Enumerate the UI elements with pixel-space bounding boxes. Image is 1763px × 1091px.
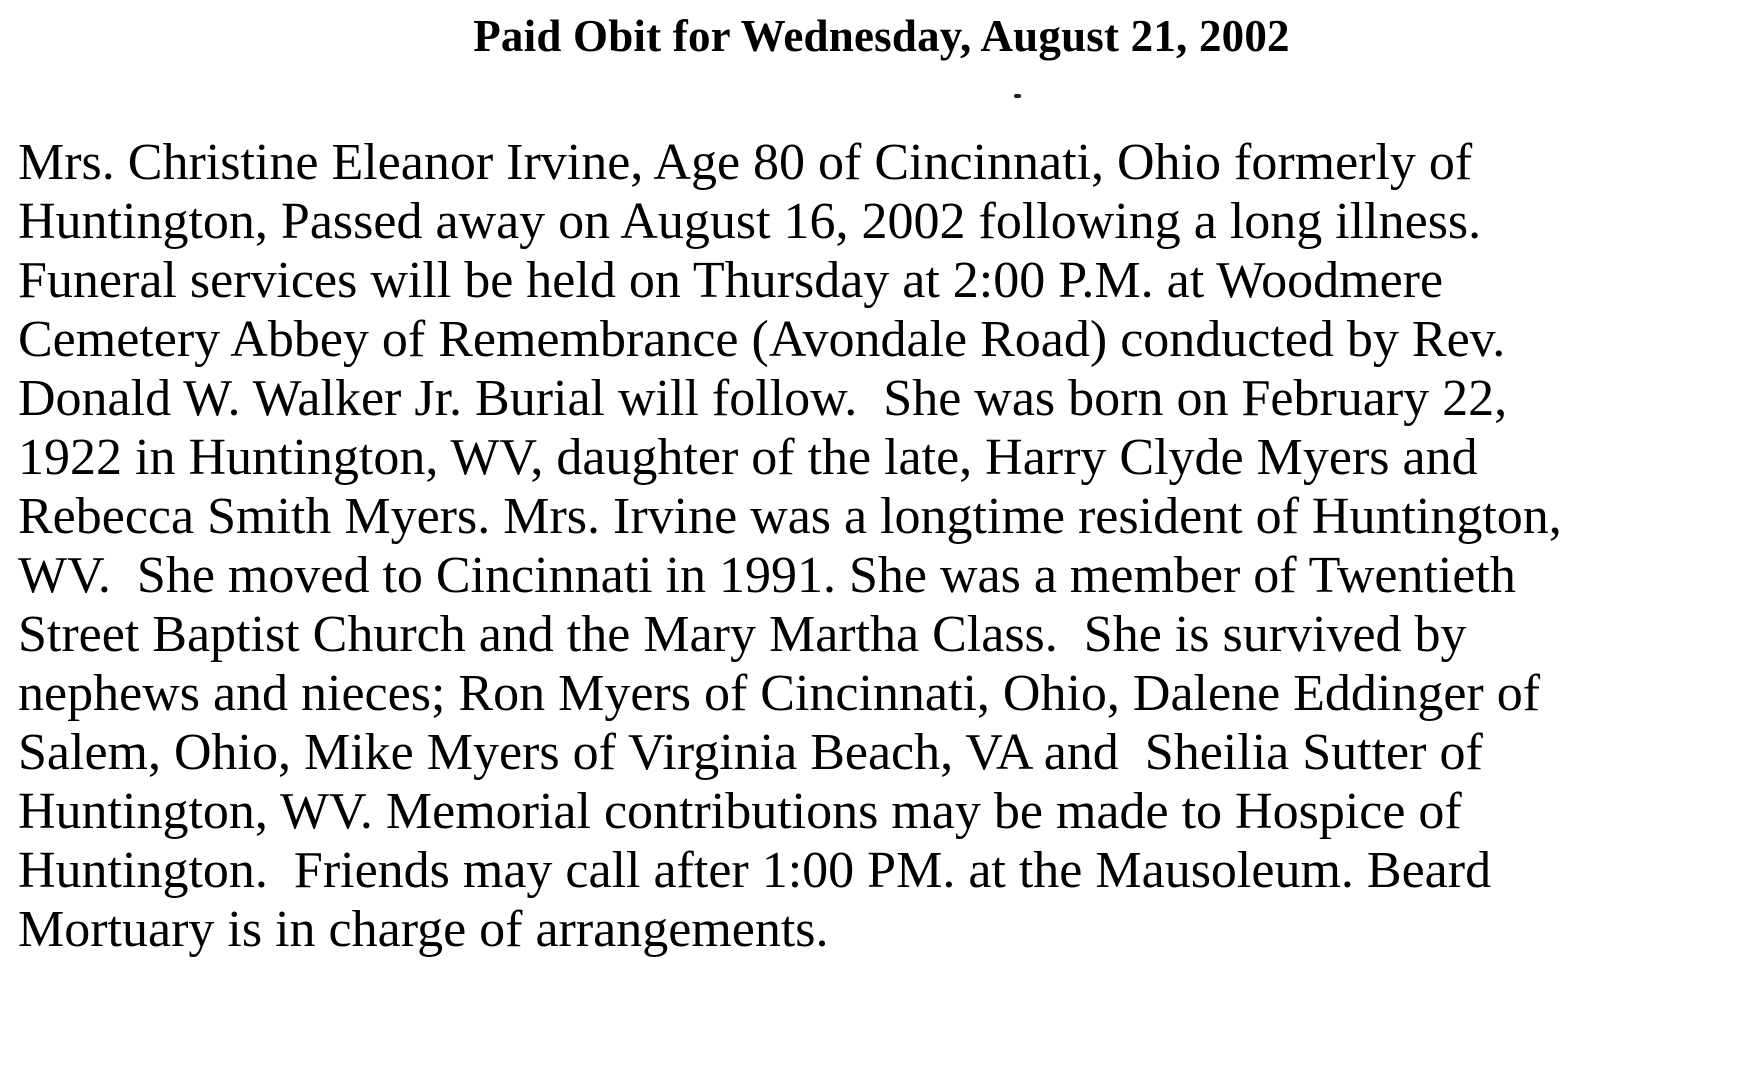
obit-line: Mortuary is in charge of arrangements.	[18, 901, 829, 958]
obit-body	[18, 133, 1758, 959]
obit-line: Huntington, Passed away on August 16, 2002 following a long illness.	[18, 193, 1482, 250]
obit-title: Paid Obit for Wednesday, August 21, 2002	[473, 11, 1290, 61]
obit-line: Street Baptist Church and the Mary Martha Class. She is survived by	[18, 606, 1467, 663]
obit-line: 1922 in Huntington, WV, daughter of the late, Harry Clyde Myers and	[18, 429, 1478, 486]
obit-line: Cemetery Abbey of Remembrance (Avondale Road) conducted by Rev.	[18, 311, 1506, 368]
obit-line: Donald W. Walker Jr. Burial will follow. She was born on February 22,	[18, 370, 1508, 427]
obit-line: Salem, Ohio, Mike Myers of Virginia Beach, VA and Sheilia Sutter of	[18, 724, 1483, 781]
obit-line: Huntington, WV. Memorial contributions may be made to Hospice of	[18, 783, 1462, 840]
obit-line: Rebecca Smith Myers. Mrs. Irvine was a longtime resident of Huntington,	[18, 488, 1562, 545]
obit-line: WV. She moved to Cincinnati in 1991. She was a member of Twentieth	[18, 547, 1516, 604]
scan-speck	[1014, 94, 1021, 98]
obit-line: nephews and nieces; Ron Myers of Cincinnati, Ohio, Dalene Eddinger of	[18, 665, 1541, 722]
obit-line: Huntington. Friends may call after 1:00 PM. at the Mausoleum. Beard	[18, 842, 1492, 899]
obit-line: Funeral services will be held on Thursday at 2:00 P.M. at Woodmere	[18, 252, 1444, 309]
obit-line: Mrs. Christine Eleanor Irvine, Age 80 of Cincinnati, Ohio formerly of	[18, 134, 1473, 191]
